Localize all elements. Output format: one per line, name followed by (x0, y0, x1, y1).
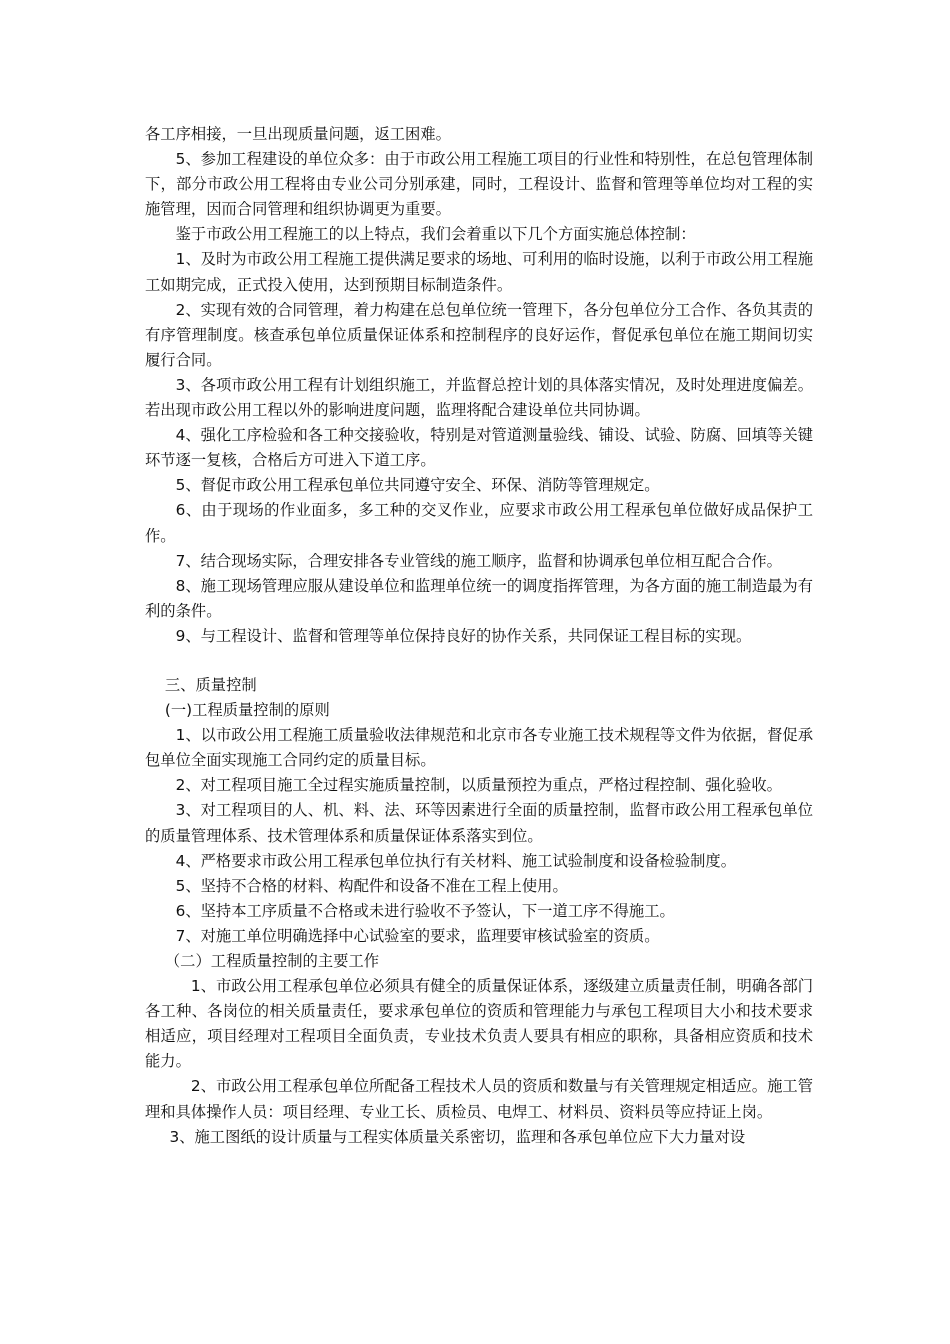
control-item-3: 3、各项市政公用工程有计划组织施工，并监督总控计划的具体落实情况，及时处理进度偏差。若出现市政公用工程以外的影响进度问题，监理将配合建设单位共同协调。 (145, 375, 813, 420)
control-item-1: 1、及时为市政公用工程施工提供满足要求的场地、可利用的临时设施，以利于市政公用工程施工如期完成，正式投入使用，达到预期目标制造条件。 (145, 250, 813, 294)
control-item-7: 7、结合现场实际，合理安排各专业管线的施工顺序，监督和协调承包单位相互配合合作。 (175, 551, 782, 570)
work-item-3: 3、施工图纸的设计质量与工程实体质量关系密切，监理和各承包单位应下大力量对设 (169, 1127, 746, 1146)
subsection-title-main-work: （二）工程质量控制的主要工作 (164, 952, 380, 970)
control-item-5: 5、督促市政公用工程承包单位共同遵守安全、环保、消防等管理规定。 (175, 476, 660, 495)
document-page (145, 122, 813, 1150)
control-item-8: 8、施工现场管理应服从建设单位和监理单位统一的调度指挥管理，为各方面的施工制造最为有利的条件。 (145, 576, 813, 620)
control-item-6: 6、由于现场的作业面多，多工种的交叉作业，应要求市政公用工程承包单位做好成品保护工作。 (145, 501, 813, 545)
principle-item-7: 7、对施工单位明确选择中心试验室的要求，监理要审核试验室的资质。 (175, 926, 660, 945)
control-item-9: 9、与工程设计、监督和管理等单位保持良好的协作关系，共同保证工程目标的实现。 (175, 626, 752, 645)
section-gap (145, 649, 813, 673)
paragraph-item-5: 5、参加工程建设的单位众多：由于市政公用工程施工项目的行业性和特别性，在总包管理体制下，部分市政公用工程将由专业公司分别承建，同时，工程设计、监督和管理等单位均对工程的实施管理，因而合同管理和组织协调更为重要。 (145, 150, 813, 219)
control-item-2: 2、实现有效的合同管理，着力构建在总包单位统一管理下，各分包单位分工合作、各负其责的有序管理制度。核查承包单位质量保证体系和控制程序的良好运作，督促承包单位在施工期间切实履行合同。 (145, 300, 813, 369)
subsection-title-principles: (一)工程质量控制的原则 (164, 701, 330, 720)
paragraph-summary: 鉴于市政公用工程施工的以上特点，我们会着重以下几个方面实施总体控制： (175, 225, 696, 244)
work-item-2: 2、市政公用工程承包单位所配备工程技术人员的资质和数量与有关管理规定相适应。施工管理和具体操作人员：项目经理、专业工长、质检员、电焊工、材料员、资料员等应持证上岗。 (145, 1077, 813, 1121)
principle-item-3: 3、对工程项目的人、机、料、法、环等因素进行全面的质量控制，监督市政公用工程承包单位的质量管理体系、技术管理体系和质量保证体系落实到位。 (145, 801, 813, 845)
principle-item-6: 6、坚持本工序质量不合格或未进行验收不予签认，下一道工序不得施工。 (175, 901, 675, 920)
work-item-1: 1、市政公用工程承包单位必须具有健全的质量保证体系，逐级建立质量责任制，明确各部门各工种、各岗位的相关质量责任，要求承包单位的资质和管理能力与承包工程项目大小和技术要求相适应，项目经理对工程项目全面负责，专业技术负责人要具有相应的职称，具备相应资质和技术能力。 (145, 977, 813, 1071)
principle-item-5: 5、坚持不合格的材料、构配件和设备不准在工程上使用。 (175, 876, 568, 895)
principle-item-2: 2、对工程项目施工全过程实施质量控制，以质量预控为重点，严格过程控制、强化验收。 (175, 776, 782, 795)
control-item-4: 4、强化工序检验和各工种交接验收，特别是对管道测量验线、铺设、试验、防腐、回填等关键环节逐一复核，合格后方可进入下道工序。 (145, 426, 813, 470)
section-title: 三、质量控制 (164, 675, 257, 694)
principle-item-4: 4、严格要求市政公用工程承包单位执行有关材料、施工试验制度和设备检验制度。 (175, 851, 737, 870)
paragraph-continuation: 各工序相接，一旦出现质量问题，返工困难。 (145, 125, 451, 143)
principle-item-1: 1、以市政公用工程施工质量验收法律规范和北京市各专业施工技术规程等文件为依据，督促承包单位全面实现施工合同约定的质量目标。 (145, 726, 813, 770)
